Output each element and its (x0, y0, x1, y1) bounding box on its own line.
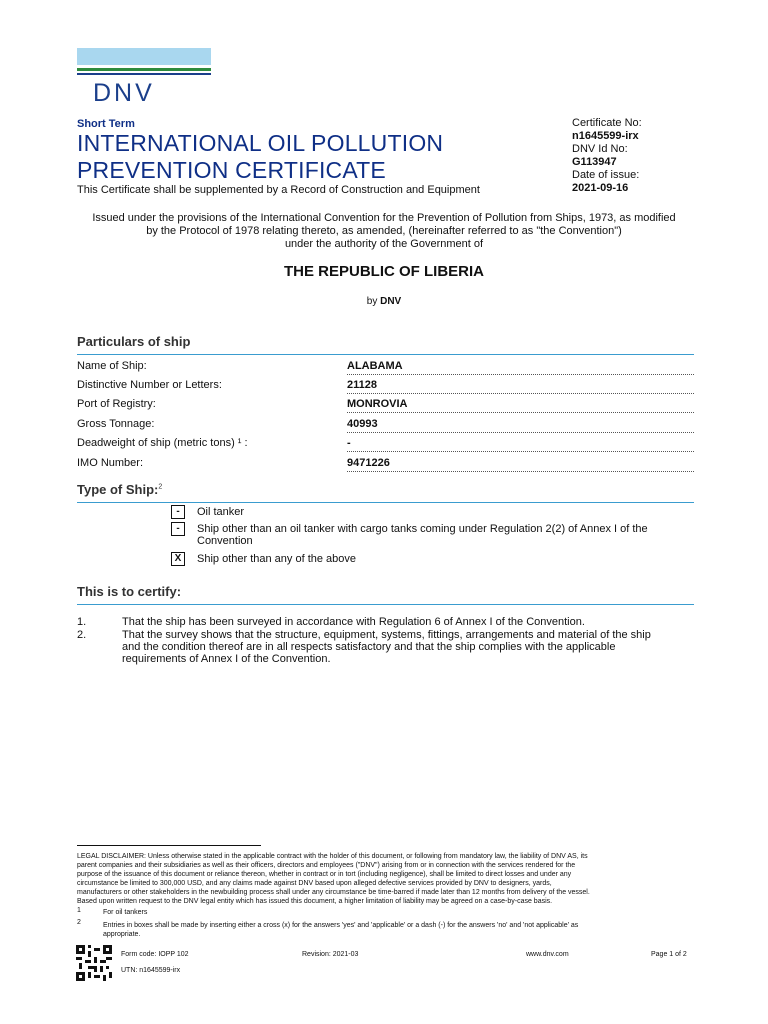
logo-sky-bar (77, 48, 211, 65)
footer-website[interactable]: www.dnv.com (526, 951, 569, 958)
certify-item-2-text (122, 629, 692, 665)
footnote-separator (77, 845, 261, 846)
government-name: THE REPUBLIC OF LIBERIA (283, 263, 484, 280)
logo-green-bar (77, 68, 211, 71)
distinctive-number-value: 21128 (347, 379, 694, 394)
issuance-line-3: under the authority of the Government of (284, 238, 484, 250)
disclaimer-line-3: purpose of the issuance of this document or reliance thereon, whether in contract or in tort (including negligence), shall be limited to direct losses and under any (77, 871, 572, 878)
footnote-2-number: 2 (77, 919, 81, 926)
footnote-2-text (103, 921, 703, 939)
footnote-2-line2: appropriate. (103, 931, 141, 938)
certificate-meta (572, 117, 642, 195)
certify-item-1-text: That the ship has been surveyed in accordance with Regulation 6 of Annex I of the Convention. (122, 616, 585, 628)
other-ship-label: Ship other than any of the above (197, 553, 357, 565)
issuance-statement (60, 212, 708, 251)
imo-number-value: 9471226 (347, 457, 694, 472)
other-with-cargo-tanks-line2: Convention (197, 535, 253, 547)
issued-by-prefix: by (366, 296, 378, 307)
logo-stripe-light (77, 65, 211, 67)
footer-form-code: Form code: IOPP 102 (121, 951, 189, 958)
dnv-id-label: DNV Id No: (572, 143, 628, 155)
particulars-heading: Particulars of ship (77, 334, 694, 355)
disclaimer-line-1: LEGAL DISCLAIMER: Unless otherwise stated in the applicable contract with the holder of this document, or following from mandatory law, the liability of DNV AS, its (77, 853, 588, 860)
oil-tanker-label: Oil tanker (197, 506, 245, 518)
gross-tonnage-label: Gross Tonnage: (77, 418, 155, 430)
distinctive-number-label: Distinctive Number or Letters: (77, 379, 222, 391)
other-with-cargo-tanks-label (197, 523, 697, 547)
dnv-id-value: G113947 (572, 156, 617, 168)
imo-number-label: IMO Number: (77, 457, 144, 469)
oil-tanker-checkbox[interactable]: - (171, 505, 185, 519)
certificate-no-label: Certificate No: (572, 117, 642, 129)
logo-text: DNV (93, 79, 155, 107)
logo-navy-bar (77, 73, 211, 75)
ship-type-heading-text: Type of Ship: (77, 482, 159, 497)
port-of-registry-label: Port of Registry: (77, 398, 156, 410)
legal-disclaimer (77, 852, 697, 906)
other-with-cargo-tanks-checkbox[interactable]: - (171, 522, 185, 536)
issuance-line-1: Issued under the provisions of the International Convention for the Prevention of Pollution from Ships, 1973, as modified (92, 212, 676, 224)
footer-page-number: Page 1 of 2 (651, 951, 687, 958)
certify-item-2-line1: That the survey shows that the structure, equipment, systems, fittings, arrangements and material of the ship (122, 629, 651, 641)
deadweight-value: - (347, 437, 694, 452)
certify-item-2-line2: and the condition thereof are in all respects satisfactory and that the ship complies with the applicable (122, 641, 616, 653)
disclaimer-line-5: manufacturers or other stakeholders in the newbuilding process shall under any circumstance be time-barred if made later than 12 months from delivery of the vessel. (77, 889, 590, 896)
disclaimer-line-2: parent companies and their subsidiaries as well as their officers, directors and employees ("DNV") arising from or in connection with the services rendered for the (77, 862, 576, 869)
ship-type-heading (77, 482, 694, 503)
ship-name-value: ALABAMA (347, 360, 694, 375)
certify-item-2-line3: requirements of Annex I of the Convention. (122, 653, 331, 665)
footnote-2-line1: Entries in boxes shall be made by inserting either a cross (x) for the answers 'yes' and 'applicable' or a dash (-) for the answers 'no' and 'not applicable' as (103, 922, 579, 929)
issued-by (60, 296, 708, 307)
footer-utn: UTN: n1645599-irx (121, 967, 181, 974)
footer-revision: Revision: 2021-03 (302, 951, 359, 958)
ship-type-footnote-ref: 2 (158, 483, 163, 491)
certify-item-1-number: 1. (77, 616, 87, 628)
disclaimer-line-4: circumstance be limited to 300,000 USD, and any claims made against DNV based upon alleged defective services provided by DNV to designers, yards, (77, 880, 552, 887)
certificate-title-line1: INTERNATIONAL OIL POLLUTION (77, 130, 444, 156)
short-term-label: Short Term (77, 118, 135, 130)
issuance-line-2: by the Protocol of 1978 relating thereto, as amended, (hereinafter referred to as "the Convention") (146, 225, 622, 237)
footnote-1-text: For oil tankers (103, 909, 148, 916)
certify-item-2-number: 2. (77, 629, 87, 641)
port-of-registry-value: MONROVIA (347, 398, 694, 413)
ship-name-label: Name of Ship: (77, 360, 147, 372)
other-ship-checkbox[interactable]: X (171, 552, 185, 566)
certificate-subtitle: This Certificate shall be supplemented by a Record of Construction and Equipment (77, 184, 480, 196)
gross-tonnage-value: 40993 (347, 418, 694, 433)
certificate-title-line2: PREVENTION CERTIFICATE (77, 157, 386, 183)
certificate-no-value: n1645599-irx (572, 130, 639, 142)
other-with-cargo-tanks-line1: Ship other than an oil tanker with cargo tanks coming under Regulation 2(2) of Annex I of the (197, 523, 648, 535)
qr-code-icon (76, 945, 112, 981)
issue-date-value: 2021-09-16 (572, 182, 629, 194)
issue-date-label: Date of issue: (572, 169, 640, 181)
issued-by-org: DNV (380, 296, 402, 307)
footnote-1-number: 1 (77, 907, 81, 914)
certify-heading: This is to certify: (77, 584, 694, 605)
deadweight-label: Deadweight of ship (metric tons) ¹ : (77, 437, 248, 449)
disclaimer-line-6: Based upon written request to the DNV legal entity which has issued this document, a higher limitation of liability may be agreed on a case-by-case basis. (77, 898, 553, 905)
